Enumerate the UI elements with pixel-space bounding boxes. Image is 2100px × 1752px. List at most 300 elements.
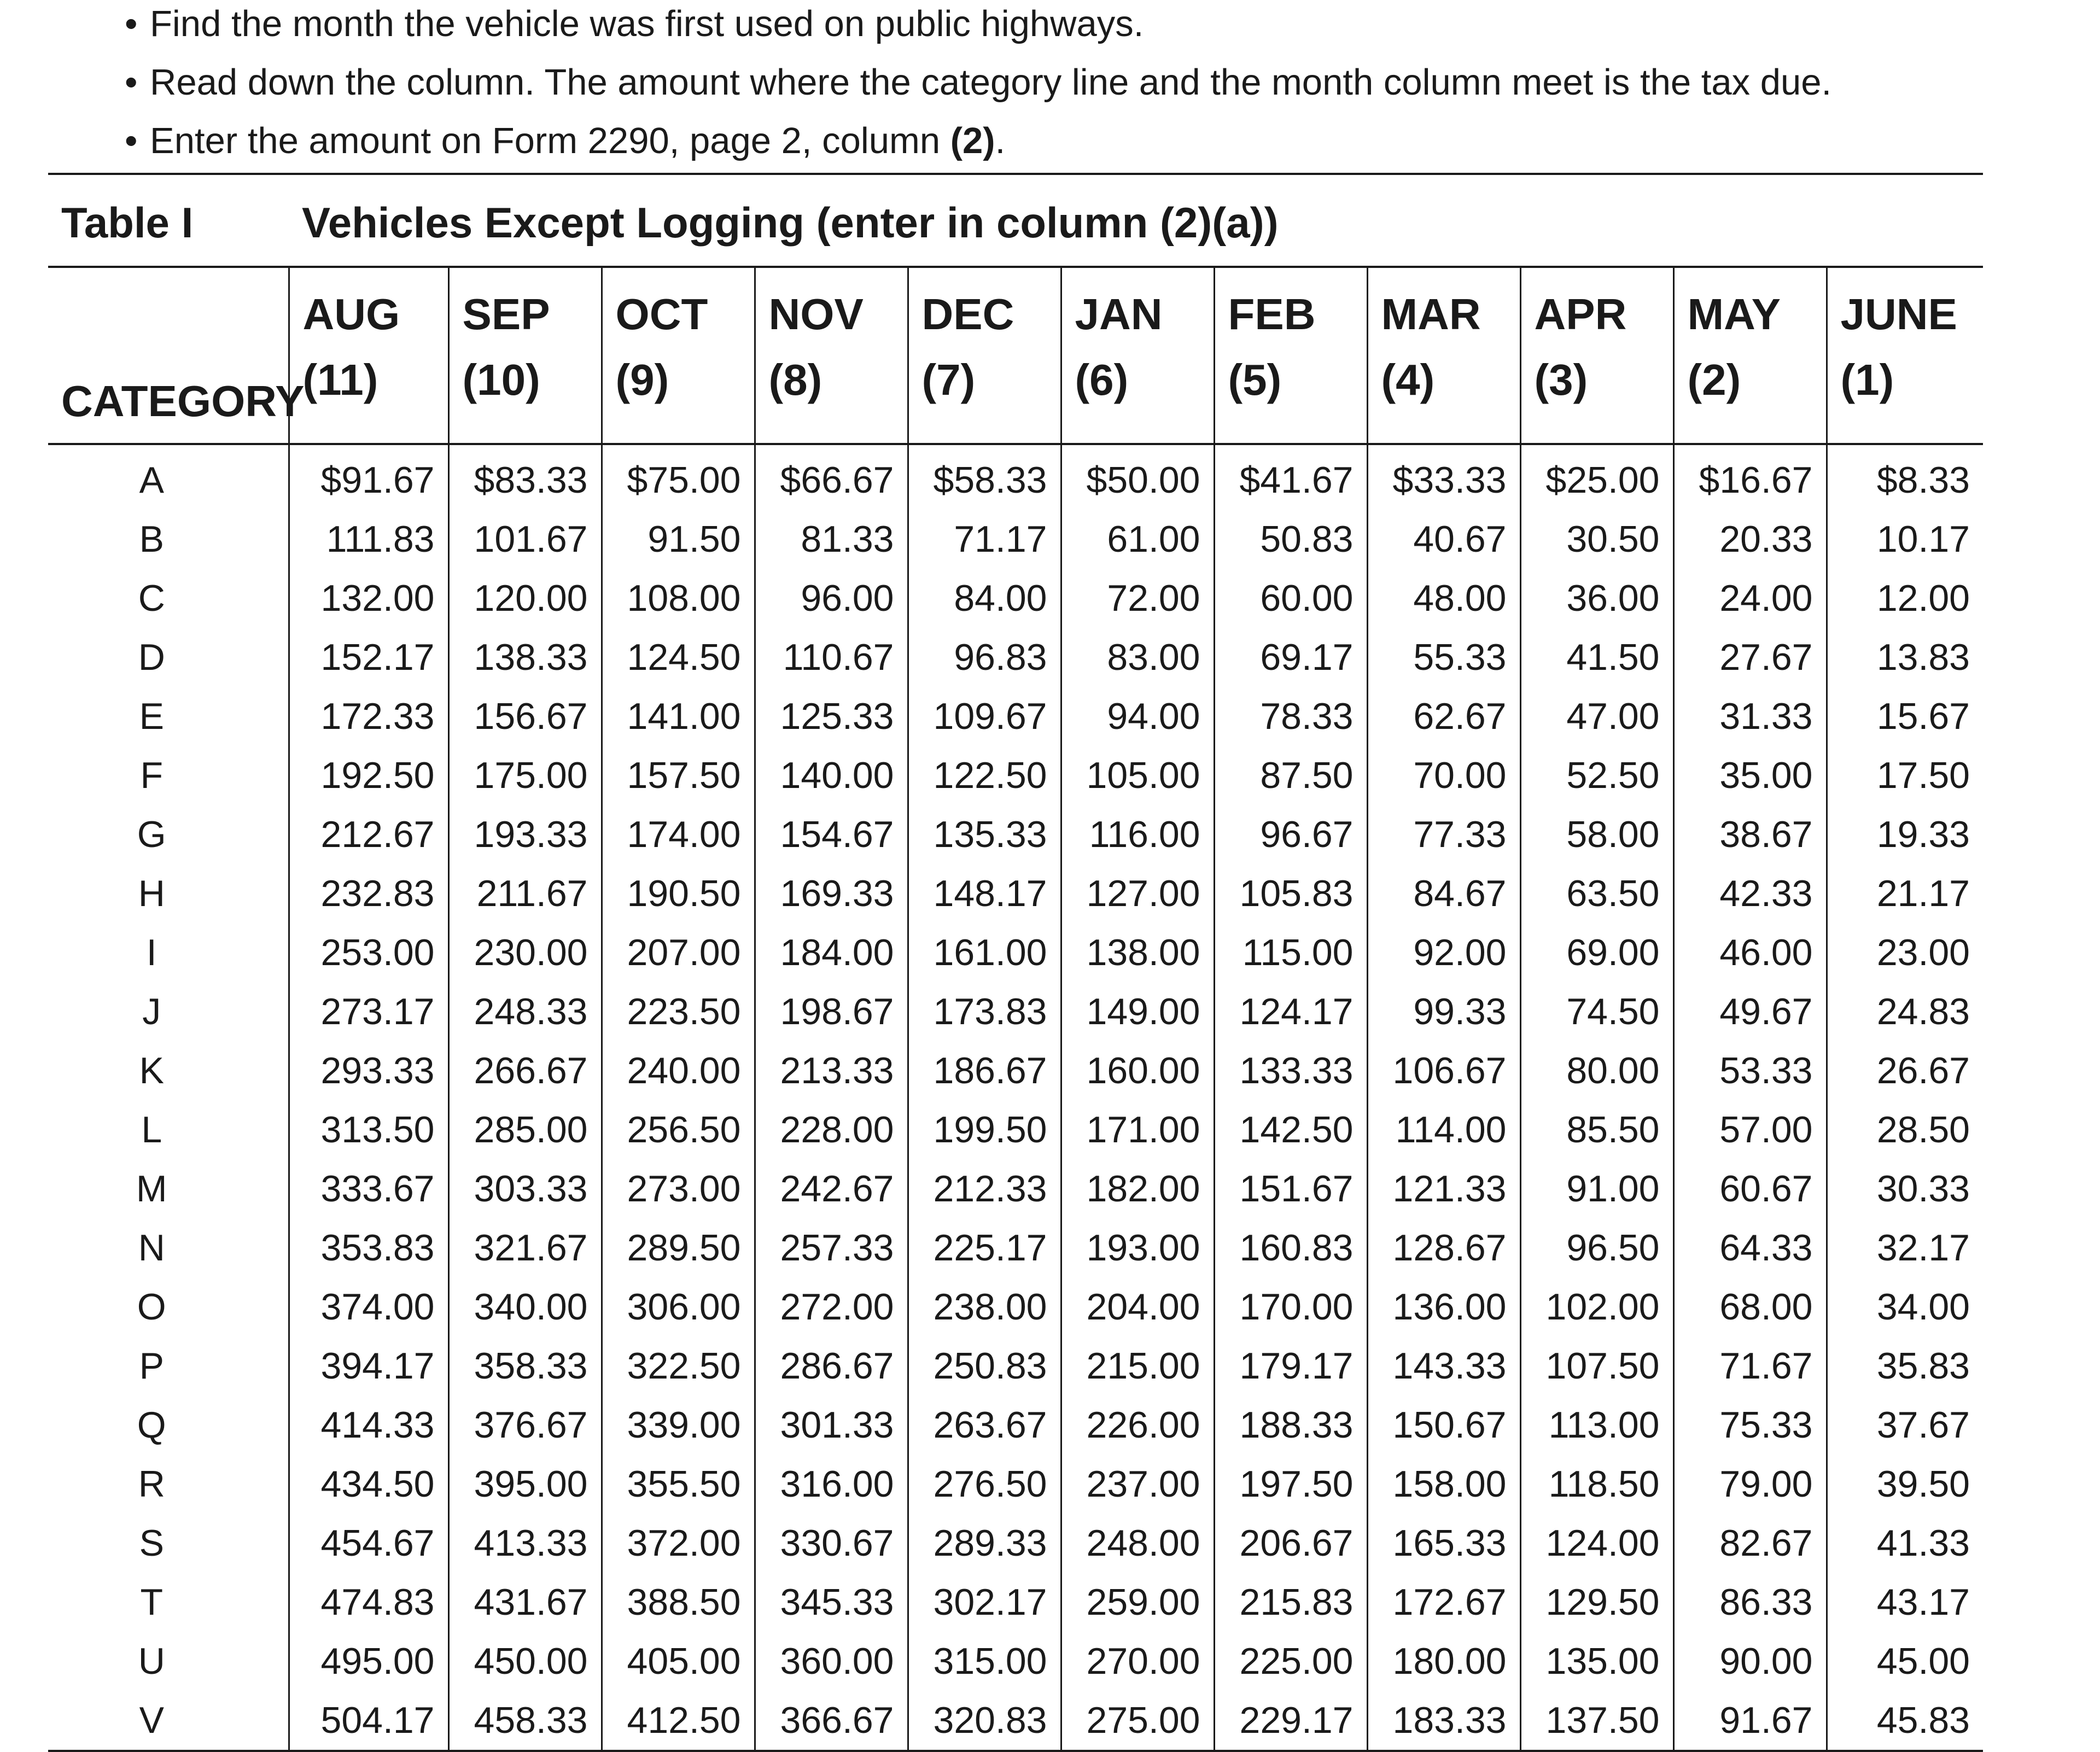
tax-cell: 30.50 [1520,510,1673,569]
tax-cell: 248.33 [448,982,602,1041]
tax-cell: 110.67 [755,628,908,687]
tax-cell: 172.33 [289,687,448,746]
tax-cell: 388.50 [602,1573,755,1632]
tax-cell: 180.00 [1367,1632,1520,1691]
tax-cell: 223.50 [602,982,755,1041]
tax-cell: 52.50 [1520,746,1673,805]
tax-cell: 431.67 [448,1573,602,1632]
tax-cell: 270.00 [1061,1632,1214,1691]
tax-cell: 170.00 [1214,1277,1367,1336]
tax-cell: $41.67 [1214,444,1367,510]
tax-cell: 111.83 [289,510,448,569]
tax-cell: 301.33 [755,1395,908,1455]
tax-cell: 215.00 [1061,1336,1214,1395]
instruction-tail: . [995,120,1006,161]
category-cell: G [137,814,166,855]
category-cell: E [139,696,164,737]
month-number: (5) [1228,355,1282,404]
category-cell: J [142,991,161,1032]
tax-cell: 128.67 [1367,1218,1520,1277]
table-row [48,510,1983,569]
category-cell: L [141,1109,162,1151]
tax-cell: 60.67 [1673,1159,1827,1218]
month-name: MAY [1687,290,1781,338]
bullet: • [125,62,138,103]
tax-cell: 20.33 [1673,510,1827,569]
tax-cell: 358.33 [448,1336,602,1395]
tax-cell: 454.67 [289,1514,448,1573]
tax-cell: 101.67 [448,510,602,569]
tax-cell: 122.50 [908,746,1061,805]
tax-cell: 193.00 [1061,1218,1214,1277]
tax-cell: 157.50 [602,746,755,805]
tax-cell: 121.33 [1367,1159,1520,1218]
tax-cell: 225.00 [1214,1632,1367,1691]
tax-cell: 193.33 [448,805,602,864]
month-name: AUG [302,290,400,338]
month-header-may [1673,268,1827,444]
month-name: FEB [1228,290,1316,338]
tax-cell: 105.00 [1061,746,1214,805]
tax-cell: 355.50 [602,1455,755,1514]
tax-cell: 57.00 [1673,1100,1827,1159]
tax-cell: 32.17 [1827,1218,1983,1277]
tax-cell: 286.67 [755,1336,908,1395]
tax-cell: 31.33 [1673,687,1827,746]
tax-cell: 156.67 [448,687,602,746]
tax-cell: 41.33 [1827,1514,1983,1573]
tax-cell: 62.67 [1367,687,1520,746]
tax-cell: 413.33 [448,1514,602,1573]
tax-cell: 197.50 [1214,1455,1367,1514]
month-header-sep [448,268,602,444]
tax-cell: 69.17 [1214,628,1367,687]
tax-cell: 192.50 [289,746,448,805]
tax-cell: 21.17 [1827,864,1983,923]
category-cell: V [48,1691,289,1751]
tax-cell: 345.33 [755,1573,908,1632]
tax-cell: 50.83 [1214,510,1367,569]
tax-cell: 237.00 [1061,1455,1214,1514]
table-body [48,444,1983,1751]
category-cell: T [140,1581,164,1623]
month-header-mar [1367,268,1520,444]
category-cell: P [139,1345,164,1387]
tax-cell: 35.83 [1827,1336,1983,1395]
tax-cell: 64.33 [1673,1218,1827,1277]
tax-cell: 240.00 [602,1041,755,1100]
tax-cell: 79.00 [1673,1455,1827,1514]
tax-cell: 225.17 [908,1218,1061,1277]
tax-cell: 24.00 [1673,569,1827,628]
table-row [48,444,1983,510]
tax-cell: 169.33 [755,864,908,923]
tax-cell: 154.67 [755,805,908,864]
tax-cell: 171.00 [1061,1100,1214,1159]
category-cell: F [140,755,164,796]
top-rule [48,173,1983,175]
tax-cell: 259.00 [1061,1573,1214,1632]
tax-cell: 137.50 [1520,1691,1673,1751]
tax-cell: 45.83 [1827,1691,1983,1751]
tax-cell: 91.50 [602,510,755,569]
tax-cell: 172.67 [1367,1573,1520,1632]
category-cell: M [136,1168,167,1210]
tax-cell: 133.33 [1214,1041,1367,1100]
category-cell: I [146,932,157,973]
table-row [48,569,1983,628]
tax-cell: 87.50 [1214,746,1367,805]
tax-cell: 92.00 [1367,923,1520,982]
category-header: CATEGORY [48,268,289,444]
month-number: (11) [302,355,378,404]
tax-cell: 26.67 [1827,1041,1983,1100]
tax-cell: 204.00 [1061,1277,1214,1336]
tax-cell: 70.00 [1367,746,1520,805]
tax-cell: 42.33 [1673,864,1827,923]
tax-cell: $58.33 [908,444,1061,510]
tax-cell: 84.00 [908,569,1061,628]
tax-cell: 179.17 [1214,1336,1367,1395]
tax-cell: 213.33 [755,1041,908,1100]
tax-cell: 273.00 [602,1159,755,1218]
tax-cell: 320.83 [908,1691,1061,1751]
category-cell: U [138,1640,165,1682]
tax-cell: 253.00 [289,923,448,982]
tax-cell: $8.33 [1827,444,1983,510]
tax-cell: 226.00 [1061,1395,1214,1455]
tax-cell: 215.83 [1214,1573,1367,1632]
tax-cell: 49.67 [1673,982,1827,1041]
tax-cell: 81.33 [755,510,908,569]
table-row [48,1395,1983,1455]
tax-cell: 257.33 [755,1218,908,1277]
tax-cell: 13.83 [1827,628,1983,687]
tax-cell: 45.00 [1827,1632,1983,1691]
category-cell: C [138,577,165,619]
tax-cell: 69.00 [1520,923,1673,982]
tax-cell: 96.50 [1520,1218,1673,1277]
tax-cell: 125.33 [755,687,908,746]
tax-cell: 136.00 [1367,1277,1520,1336]
tax-cell: 322.50 [602,1336,755,1395]
tax-cell: 61.00 [1061,510,1214,569]
tax-cell: $16.67 [1673,444,1827,510]
tax-cell: 96.00 [755,569,908,628]
tax-cell: 376.67 [448,1395,602,1455]
category-cell: S [139,1522,164,1564]
tax-cell: 303.33 [448,1159,602,1218]
tax-cell: 12.00 [1827,569,1983,628]
month-number: (7) [921,355,976,404]
table-row [48,1336,1983,1395]
tax-cell: 152.17 [289,628,448,687]
tax-cell: 232.83 [289,864,448,923]
tax-cell: 107.50 [1520,1336,1673,1395]
month-header-dec [908,268,1061,444]
tax-cell: 114.00 [1367,1100,1520,1159]
table-title: Vehicles Except Logging (enter in column (2)(a)) [302,198,1279,247]
tax-cell: 353.83 [289,1218,448,1277]
month-name: JUNE [1840,290,1957,338]
tax-table [48,268,1983,1752]
tax-cell: 15.67 [1827,687,1983,746]
tax-cell: 90.00 [1673,1632,1827,1691]
tax-cell: 211.67 [448,864,602,923]
tax-cell: 266.67 [448,1041,602,1100]
tax-cell: 434.50 [289,1455,448,1514]
tax-cell: 109.67 [908,687,1061,746]
tax-cell: 450.00 [448,1632,602,1691]
tax-cell: 458.33 [448,1691,602,1751]
tax-cell: $75.00 [602,444,755,510]
tax-cell: 313.50 [289,1100,448,1159]
tax-cell: 190.50 [602,864,755,923]
tax-cell: 99.33 [1367,982,1520,1041]
month-number: (1) [1840,355,1894,404]
table-row [48,1514,1983,1573]
tax-cell: 84.67 [1367,864,1520,923]
tax-cell: 276.50 [908,1455,1061,1514]
table-row [48,1632,1983,1691]
tax-cell: 106.67 [1367,1041,1520,1100]
tax-cell: 127.00 [1061,864,1214,923]
tax-cell: 116.00 [1061,805,1214,864]
tax-cell: 135.00 [1520,1632,1673,1691]
tax-cell: 212.67 [289,805,448,864]
tax-cell: 34.00 [1827,1277,1983,1336]
tax-cell: 74.50 [1520,982,1673,1041]
tax-cell: 48.00 [1367,569,1520,628]
tax-cell: 183.33 [1367,1691,1520,1751]
instruction-text: Find the month the vehicle was first used on public highways. [150,3,1144,44]
tax-cell: 35.00 [1673,746,1827,805]
month-number: (2) [1687,355,1741,404]
tax-cell: 82.67 [1673,1514,1827,1573]
month-number: (10) [462,355,540,404]
month-name: APR [1534,290,1627,338]
tax-cell: $66.67 [755,444,908,510]
tax-cell: 78.33 [1214,687,1367,746]
table-label: Table I [61,198,194,247]
tax-cell: 161.00 [908,923,1061,982]
tax-cell: 36.00 [1520,569,1673,628]
instruction-item [125,117,1984,176]
tax-cell: 19.33 [1827,805,1983,864]
tax-cell: 315.00 [908,1632,1061,1691]
table-row [48,805,1983,864]
tax-cell: 85.50 [1520,1100,1673,1159]
tax-cell: 53.33 [1673,1041,1827,1100]
tax-cell: $91.67 [289,444,448,510]
tax-cell: 248.00 [1061,1514,1214,1573]
tax-cell: 412.50 [602,1691,755,1751]
month-number: (8) [768,355,822,404]
tax-cell: 37.67 [1827,1395,1983,1455]
table-title-row [48,176,1983,266]
table-row [48,982,1983,1041]
tax-cell: 275.00 [1061,1691,1214,1751]
tax-cell: 71.17 [908,510,1061,569]
tax-cell: 118.50 [1520,1455,1673,1514]
tax-cell: 91.00 [1520,1159,1673,1218]
header-row [48,268,1983,444]
tax-cell: 39.50 [1827,1455,1983,1514]
tax-cell: 138.33 [448,628,602,687]
table-row [48,864,1983,923]
tax-cell: 27.67 [1673,628,1827,687]
tax-cell: 63.50 [1520,864,1673,923]
category-cell: N [138,1227,165,1269]
month-number: (9) [615,355,669,404]
tax-cell: 108.00 [602,569,755,628]
tax-cell: 273.17 [289,982,448,1041]
tax-cell: 160.83 [1214,1218,1367,1277]
table-row [48,1455,1983,1514]
category-cell: B [139,518,164,560]
tax-cell: 184.00 [755,923,908,982]
tax-cell: 174.00 [602,805,755,864]
tax-cell: 229.17 [1214,1691,1367,1751]
table-row [48,1041,1983,1100]
tax-cell: 414.33 [289,1395,448,1455]
tax-cell: 113.00 [1520,1395,1673,1455]
tax-cell: 151.67 [1214,1159,1367,1218]
tax-cell: 149.00 [1061,982,1214,1041]
tax-cell: 289.50 [602,1218,755,1277]
tax-cell: 474.83 [289,1573,448,1632]
tax-cell: 24.83 [1827,982,1983,1041]
tax-cell: 394.17 [289,1336,448,1395]
category-cell: H [138,873,165,914]
tax-cell: 140.00 [755,746,908,805]
month-header-oct [602,268,755,444]
tax-cell: 175.00 [448,746,602,805]
tax-cell: 91.67 [1673,1691,1827,1751]
tax-cell: 366.67 [755,1691,908,1751]
tax-cell: 228.00 [755,1100,908,1159]
tax-cell: 43.17 [1827,1573,1983,1632]
tax-cell: 96.83 [908,628,1061,687]
category-cell: Q [137,1404,166,1446]
tax-cell: 135.33 [908,805,1061,864]
tax-cell: 339.00 [602,1395,755,1455]
tax-cell: 272.00 [755,1277,908,1336]
tax-cell: $33.33 [1367,444,1520,510]
instructions-list [125,0,1984,176]
tax-cell: 86.33 [1673,1573,1827,1632]
tax-cell: 360.00 [755,1632,908,1691]
tax-cell: 405.00 [602,1632,755,1691]
tax-cell: 150.67 [1367,1395,1520,1455]
tax-cell: 186.67 [908,1041,1061,1100]
instruction-item [125,59,1984,117]
tax-cell: 316.00 [755,1455,908,1514]
tax-cell: 330.67 [755,1514,908,1573]
tax-cell: 306.00 [602,1277,755,1336]
month-name: MAR [1381,290,1481,338]
tax-cell: 372.00 [602,1514,755,1573]
month-number: (4) [1381,355,1435,404]
table-row [48,687,1983,746]
tax-cell: 141.00 [602,687,755,746]
category-cell: D [138,636,165,678]
table-row [48,1691,1983,1751]
tax-cell: 143.33 [1367,1336,1520,1395]
tax-cell: 120.00 [448,569,602,628]
tax-cell: 83.00 [1061,628,1214,687]
tax-cell: $83.33 [448,444,602,510]
month-number: (3) [1534,355,1588,404]
tax-cell: 256.50 [602,1100,755,1159]
tax-cell: 158.00 [1367,1455,1520,1514]
tax-cell: 46.00 [1673,923,1827,982]
category-cell: O [137,1286,166,1328]
month-number: (6) [1075,355,1129,404]
tax-cell: 188.33 [1214,1395,1367,1455]
tax-cell: 41.50 [1520,628,1673,687]
tax-cell: 206.67 [1214,1514,1367,1573]
table-row [48,628,1983,687]
month-header-nov [755,268,908,444]
tax-cell: 395.00 [448,1455,602,1514]
tax-cell: 47.00 [1520,687,1673,746]
tax-cell: 77.33 [1367,805,1520,864]
tax-cell: 504.17 [289,1691,448,1751]
tax-cell: 72.00 [1061,569,1214,628]
table-row [48,1218,1983,1277]
tax-cell: 80.00 [1520,1041,1673,1100]
tax-cell: 23.00 [1827,923,1983,982]
tax-cell: 285.00 [448,1100,602,1159]
tax-cell: 263.67 [908,1395,1061,1455]
tax-cell: 289.33 [908,1514,1061,1573]
tax-cell: 198.67 [755,982,908,1041]
bullet: • [125,3,138,44]
tax-cell: 60.00 [1214,569,1367,628]
tax-cell: 124.17 [1214,982,1367,1041]
tax-cell: 115.00 [1214,923,1367,982]
month-name: JAN [1075,290,1163,338]
tax-cell: 293.33 [289,1041,448,1100]
tax-cell: 96.67 [1214,805,1367,864]
tax-cell: 230.00 [448,923,602,982]
tax-cell: 94.00 [1061,687,1214,746]
tax-cell: 38.67 [1673,805,1827,864]
tax-cell: 148.17 [908,864,1061,923]
tax-cell: 165.33 [1367,1514,1520,1573]
tax-cell: 10.17 [1827,510,1983,569]
tax-cell: 199.50 [908,1100,1061,1159]
category-cell: K [139,1050,164,1091]
tax-cell: 102.00 [1520,1277,1673,1336]
month-header-jan [1061,268,1214,444]
month-header-apr [1520,268,1673,444]
tax-cell: 124.50 [602,628,755,687]
month-name: SEP [462,290,550,338]
tax-cell: 71.67 [1673,1336,1827,1395]
tax-cell: 40.67 [1367,510,1520,569]
table-row [48,1159,1983,1218]
tax-cell: 28.50 [1827,1100,1983,1159]
tax-cell: 138.00 [1061,923,1214,982]
month-name: NOV [768,290,864,338]
tax-cell: 68.00 [1673,1277,1827,1336]
table-row [48,1277,1983,1336]
table-row [48,746,1983,805]
category-cell: R [138,1463,165,1505]
tax-cell: 182.00 [1061,1159,1214,1218]
